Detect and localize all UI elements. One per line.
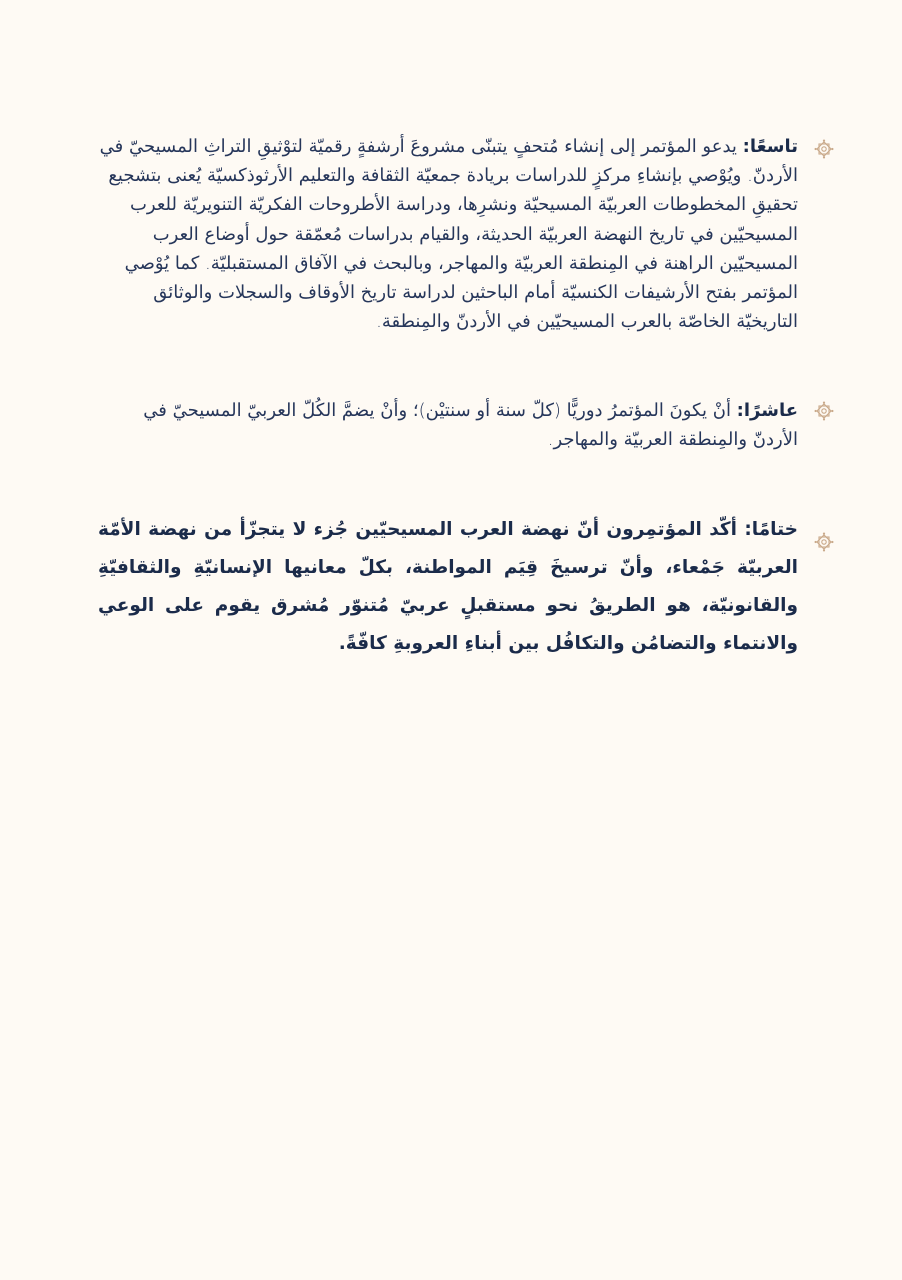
paragraph-lead: ختامًا: — [744, 519, 798, 540]
arabesque-star-icon — [814, 532, 834, 552]
arabesque-star-icon — [814, 139, 834, 159]
paragraph-body: يدعو المؤتمر إلى إنشاء مُتحفٍ يتبنّى مشروعَ أرشفةٍ رقميّة لتوْثيقِ التراثِ المسيحيّ في الأردنّ. ويُوْصي بإنشاءِ مركزٍ للدراسات بريادة جمعيّة الثقافة والتعليم الأرثوذكسيّة يُعنى بتشجيع تحقيقِ المخطوطات العربيّة المسيحيّة ونشرِها، ودراسة الأطروحات الفكريّة التنويريّة للعرب المسيحيّين في تاريخ النهضة العربيّة الحديثة، والقيام بدراسات مُعمّقة حول أوضاع العرب المسيحيّين الراهنة في المِنطقة العربيّة والمهاجر، وبالبحث في الآفاق المستقبليّة. كما يُوْصي المؤتمر بفتح الأرشيفات الكنسيّة أمام الباحثين لدراسة تاريخ الأوقاف والسجلات والوثائق التاريخيّة الخاصّة بالعرب المسيحيّين في الأردنّ والمِنطقة. — [99, 136, 798, 333]
paragraph-lead: عاشرًا: — [736, 400, 798, 421]
paragraph-lead: تاسعًا: — [742, 136, 798, 157]
paragraph-conclusion — [98, 511, 798, 663]
arabesque-star-icon — [814, 401, 834, 421]
paragraph-body: أكّد المؤتمِرون أنّ نهضة العرب المسيحيّين جُزء لا يتجزّأ من نهضة الأمّة العربيّة جَمْعاء، وأنّ ترسيخَ قِيَم المواطنة، بكلّ معانيها الإنسانيّةِ والثقافيّةِ والقانونيّة، هو الطريقُ نحو مستقبلٍ عربيّ مُتنوّر مُشرق يقوم على الوعي والانتماء والتضامُن والتكافُل بين أبناءِ العروبةِ كافّةً. — [98, 519, 798, 654]
paragraph-tenth — [98, 396, 798, 454]
paragraph-ninth — [98, 132, 798, 336]
paragraph-body: أنْ يكونَ المؤتمرُ دوريًّا (كلّ سنة أو سنتيْن)؛ وأنْ يضمَّ الكُلّ العربيّ المسيحيّ في الأردنّ والمِنطقة العربيّة والمهاجر. — [143, 400, 798, 450]
